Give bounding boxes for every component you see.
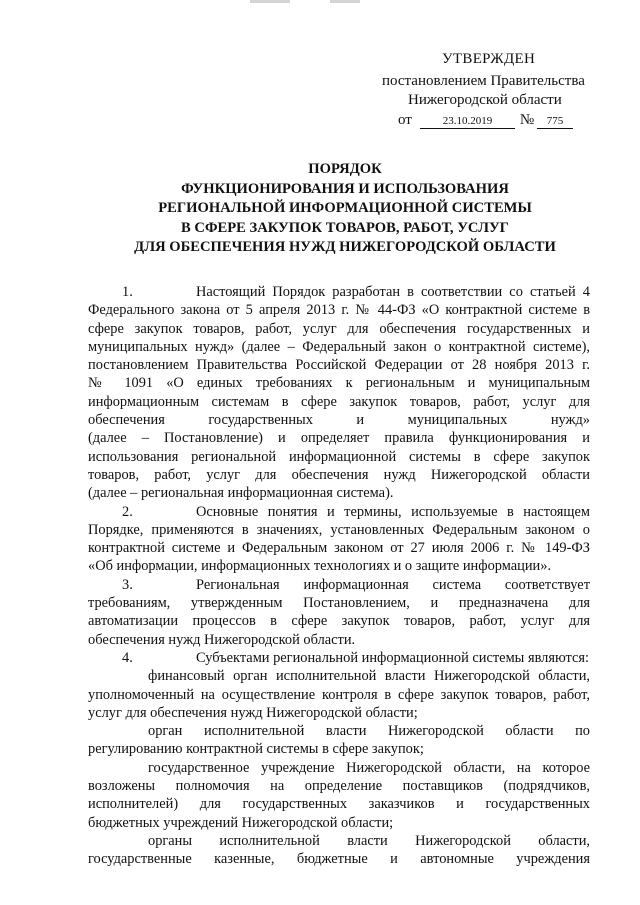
subject-item-1 xyxy=(88,667,590,722)
paragraph-line: Федерального закона от 5 апреля 2013 г. № 44-ФЗ «О контрактной системе в xyxy=(88,302,590,319)
paragraph-number: 2. xyxy=(122,503,133,520)
approval-number-label: № xyxy=(519,112,535,128)
paragraph-line: обеспечения нужд Нижегородской области. xyxy=(88,631,356,648)
paragraph-line xyxy=(88,503,590,521)
paragraph-line: уполномоченный на осуществление контроля в сфере закупок товаров, работ, xyxy=(88,686,590,703)
paragraph-line: информационным системам в сфере закупок товаров, работ, услуг для xyxy=(88,393,590,410)
paragraph-line xyxy=(88,283,590,301)
subject-item-3 xyxy=(88,759,590,832)
document-title xyxy=(80,160,610,258)
paragraph-line: товаров, работ, услуг для обеспечения нужд Нижегородской области xyxy=(88,466,590,483)
paragraph-text: Субъектами региональной информационной системы являются: xyxy=(196,649,590,666)
paragraph-line: автоматизации процессов в сфере закупок товаров, работ, услуг для xyxy=(88,613,590,630)
paragraph-line xyxy=(88,649,590,667)
paragraph-line: требованиям, утвержденным Постановлением, и предназначена для xyxy=(88,595,590,612)
approval-issuer: постановлением Правительства xyxy=(382,73,585,89)
paragraph-line: № 1091 «О единых требованиях к региональным и муниципальным xyxy=(88,375,590,392)
title-line: РЕГИОНАЛЬНОЙ ИНФОРМАЦИОННОЙ СИСТЕМЫ xyxy=(158,200,532,216)
paragraph-line: постановлением Правительства Российской Федерации от 28 ноября 2013 г. xyxy=(88,357,590,374)
paragraph-3 xyxy=(88,576,590,649)
document-body xyxy=(88,283,590,869)
approval-number: 775 xyxy=(537,114,573,129)
paragraph-number: 4. xyxy=(122,649,133,666)
title-line: ПОРЯДОК xyxy=(308,161,382,177)
title-line: В СФЕРЕ ЗАКУПОК ТОВАРОВ, РАБОТ, УСЛУГ xyxy=(181,219,509,236)
subject-item-2 xyxy=(88,722,590,759)
paragraph-line: муниципальных нужд» (далее – Федеральный закон о контрактной системе), xyxy=(88,338,590,355)
paragraph-line: возложены полномочия на определение поставщиков (подрядчиков, xyxy=(88,778,590,795)
approval-date: 23.10.2019 xyxy=(420,114,515,129)
approval-title: УТВЕРЖДЕН xyxy=(442,51,536,67)
paragraph-text: Региональная информационная система соответствует xyxy=(196,576,590,593)
paragraph-2 xyxy=(88,503,590,576)
paragraph-number: 1. xyxy=(122,284,133,300)
paragraph-line: финансовый орган исполнительной власти Нижегородской области, xyxy=(148,668,590,685)
paragraph-line xyxy=(88,576,590,594)
paragraph-line: обеспечения государственных и муниципальных нужд» xyxy=(88,412,590,429)
paragraph-line: бюджетных учреждений Нижегородской области; xyxy=(88,814,394,831)
paragraph-number: 3. xyxy=(122,576,133,593)
paragraph-line: контрактной системе и Федеральным законом от 27 июля 2006 г. № 149-ФЗ xyxy=(88,540,590,557)
paragraph-line: сфере закупок товаров, работ, услуг для обеспечения государственных и xyxy=(88,320,590,337)
paragraph-line: (далее – региональная информационная система). xyxy=(88,485,394,502)
paragraph-text: Настоящий Порядок разработан в соответствии со статьей 4 xyxy=(196,284,590,300)
paragraph-text: Основные понятия и термины, используемые в настоящем xyxy=(196,503,590,520)
paragraph-line: орган исполнительной власти Нижегородской области по xyxy=(148,723,590,740)
paragraph-line: «Об информации, информационных технологиях и о защите информации». xyxy=(88,558,552,575)
title-line: ФУНКЦИОНИРОВАНИЯ И ИСПОЛЬЗОВАНИЯ xyxy=(181,180,509,197)
paragraph-line: (далее – Постановление) и определяет правила функционирования и xyxy=(88,430,590,447)
approval-from-label: от xyxy=(398,112,412,128)
scan-artifact xyxy=(330,0,360,3)
paragraph-line: органы исполнительной власти Нижегородской области, xyxy=(148,832,590,849)
paragraph-1 xyxy=(88,283,590,503)
subject-item-4 xyxy=(88,832,590,869)
paragraph-line: государственные казенные, бюджетные и автономные учреждения xyxy=(88,851,590,868)
title-line: ДЛЯ ОБЕСПЕЧЕНИЯ НУЖД НИЖЕГОРОДСКОЙ ОБЛАСТИ xyxy=(134,239,556,255)
paragraph-line: услуг для обеспечения нужд Нижегородской области; xyxy=(88,704,418,721)
paragraph-line: исполнителей) для государственных заказчиков и государственных xyxy=(88,796,590,813)
paragraph-line: использования региональной информационной системы в сфере закупок xyxy=(88,448,590,465)
approval-date-number xyxy=(398,111,573,130)
paragraph-4 xyxy=(88,649,590,667)
scan-artifact xyxy=(250,0,290,3)
paragraph-line: Порядке, применяются в значениях, установленных Федеральным законом о xyxy=(88,521,590,538)
approval-region: Нижегородской области xyxy=(408,92,562,108)
paragraph-line: государственное учреждение Нижегородской области, на которое xyxy=(148,759,590,776)
paragraph-line: регулированию контрактной системы в сфере закупок; xyxy=(88,741,424,758)
